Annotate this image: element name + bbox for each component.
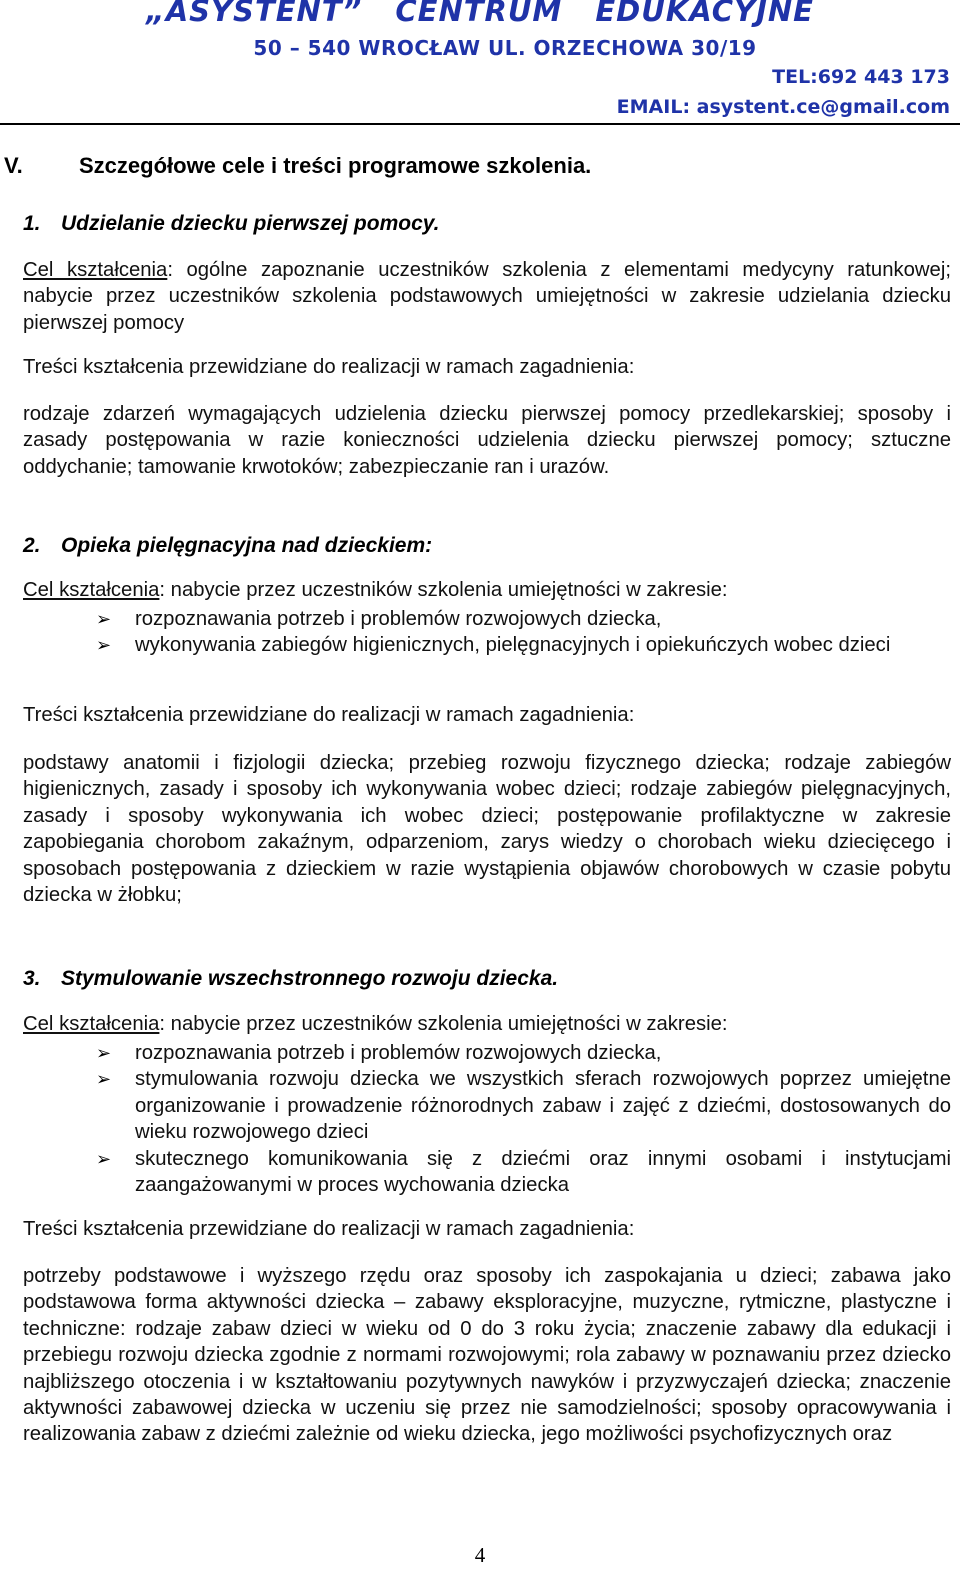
section-2-bullets xyxy=(0,606,960,659)
organization-email: EMAIL: asystent.ce@gmail.com xyxy=(616,96,950,118)
section-1-content-label: Treści kształcenia przewidziane do realizacji w ramach zagadnienia: xyxy=(23,356,635,378)
page-number: 4 xyxy=(474,1543,486,1567)
organization-phone: TEL:692 443 173 xyxy=(772,66,950,88)
section-number: 1. xyxy=(23,212,41,235)
section-2-content: podstawy anatomii i fizjologii dziecka; przebieg rozwoju fizycznego dziecka; rodzaje zabiegów higienicznych, zasady i sposoby ich wykonywania wobec dzieci; rodzaje zabiegów pielęgnacyjnych, zasady i sposoby wykonywania ich wobec dzieci; postępowanie profilaktyczne w zakresie zapobiegania chorobom zakaźnym, odparzeniom, zarys wiedzy o chorobach wieku dziecięcego i sposobach postępowania z dzieckiem w razie wystąpienia objawów chorobowych w czasie pobytu dziecka w żłobku; xyxy=(23,752,951,907)
organization-address: 50 – 540 WROCŁAW UL. ORZECHOWA 30/19 xyxy=(253,36,757,60)
goal-text: : nabycie przez uczestników szkolenia umiejętności w zakresie: xyxy=(159,579,728,601)
goal-text: : ogólne zapoznanie uczestników szkolenia z elementami medycyny ratunkowej; nabycie przez uczestników szkolenia podstawowych umiejętności w zakresie udzielania dziecku pierwszej pomocy xyxy=(23,259,951,334)
goal-text: : nabycie przez uczestników szkolenia umiejętności w zakresie: xyxy=(159,1013,728,1035)
section-1-title xyxy=(23,212,440,236)
list-item: ➢ rozpoznawania potrzeb i problemów rozwojowych dziecka, xyxy=(0,1040,951,1066)
section-2-content-label: Treści kształcenia przewidziane do realizacji w ramach zagadnienia: xyxy=(23,704,635,726)
section-title-text: Udzielanie dziecku pierwszej pomocy. xyxy=(61,212,440,235)
section-2-title xyxy=(23,534,432,558)
chapter-title xyxy=(4,153,591,179)
section-3-goal xyxy=(23,1013,728,1036)
section-3-content: potrzeby podstawowe i wyższego rzędu oraz sposoby ich zaspokajania u dzieci; zabawa jako podstawowa forma aktywności dziecka – zabawy eksploracyjne, muzyczne, rytmiczne, plastyczne i techniczne: rodzaje zabaw dzieci w wieku od 0 do 3 roku życia; znaczenie zabawy dla edukacji i przebiegu rozwoju dziecka zgodnie z normami rozwojowymi; rola zabawy w poznawaniu przez dziecko najbliższego otoczenia i w kształtowaniu pozytywnych nawyków i przyzwyczajeń dziecka; znaczenie aktywności zabawowej dziecka w uczeniu się przez nie samodzielności; sposoby opracowywania i realizowania zabaw z dziećmi zależnie od wieku dziecka, jego możliwości psychofizycznych oraz xyxy=(23,1265,951,1446)
arrow-bullet-icon: ➢ xyxy=(96,1043,112,1063)
goal-label: Cel kształcenia xyxy=(23,1013,160,1035)
organization-name: „ASYSTENT” CENTRUM EDUKACYJNE xyxy=(146,0,814,28)
list-item: ➢ stymulowania rozwoju dziecka we wszystkich sferach rozwojowych poprzez umiejętne organizowanie i prowadzenie różnorodnych zabaw i zajęć z dziećmi, dostosowanych do wieku rozwojowego dzieci xyxy=(96,1068,951,1144)
arrow-bullet-icon: ➢ xyxy=(96,1148,112,1169)
chapter-title-text: Szczegółowe cele i treści programowe szkolenia. xyxy=(79,153,592,178)
list-item: ➢ skutecznego komunikowania się z dziećmi oraz innymi osobami i instytucjami zaangażowanymi w proces wychowania dziecka xyxy=(96,1147,951,1197)
goal-label: Cel kształcenia xyxy=(23,259,168,281)
section-2-goal xyxy=(23,579,728,602)
header-divider xyxy=(0,123,960,125)
arrow-bullet-icon: ➢ xyxy=(96,609,112,629)
list-item: ➢ wykonywania zabiegów higienicznych, pielęgnacyjnych i opiekuńczych wobec dzieci xyxy=(0,632,951,658)
letterhead xyxy=(0,0,960,126)
arrow-bullet-icon: ➢ xyxy=(96,635,112,656)
arrow-bullet-icon: ➢ xyxy=(96,1069,112,1090)
section-title-text: Opieka pielęgnacyjna nad dzieckiem: xyxy=(61,534,433,557)
goal-label: Cel kształcenia xyxy=(23,579,160,601)
section-number: 3. xyxy=(23,967,41,990)
section-3-title xyxy=(23,967,558,991)
section-number: 2. xyxy=(23,534,41,557)
section-1-content: rodzaje zdarzeń wymagających udzielenia dziecku pierwszej pomocy przedlekarskiej; sposoby i zasady postępowania w razie konieczności udzielenia dziecku pierwszej pomocy; sztuczne oddychanie; tamowanie krwotoków; zabezpieczanie ran i urazów. xyxy=(23,403,951,478)
section-1-goal xyxy=(23,257,951,336)
list-item: ➢ rozpoznawania potrzeb i problemów rozwojowych dziecka, xyxy=(0,606,951,632)
section-3-bullets xyxy=(0,1040,960,1198)
chapter-number: V. xyxy=(4,153,23,178)
section-title-text: Stymulowanie wszechstronnego rozwoju dziecka. xyxy=(61,967,559,990)
section-3-content-label: Treści kształcenia przewidziane do realizacji w ramach zagadnienia: xyxy=(23,1218,635,1240)
